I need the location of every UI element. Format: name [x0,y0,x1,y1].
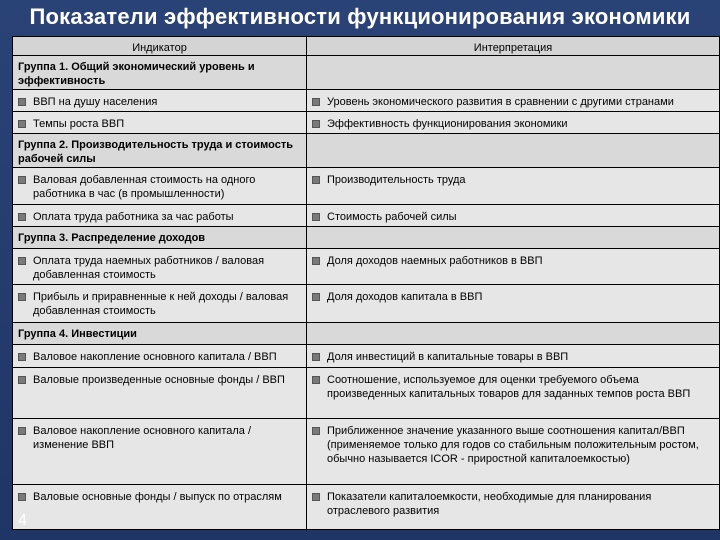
table-row [13,419,719,485]
interpretation-text: Приближенное значение указанного выше соотношения капитал/ВВП (применяемое только для годов со стабильным положительным ростом, обычно называется ICOR - приростной капиталоемкостью) [327,425,699,465]
slide-title: Показатели эффективности функционирования экономики [29,4,691,29]
bullet-icon [312,493,320,501]
bullet-icon [312,376,320,384]
indicator-text: Оплата труда работника за час работы [33,211,234,223]
interpretation-text: Доля инвестиций в капитальные товары в ВВП [327,351,569,363]
bullet-icon [18,120,26,128]
table-row [13,205,719,227]
group-label: Группа 1. Общий экономический уровень и эффективность [13,56,307,89]
table-row [13,249,719,285]
table-row [13,485,719,529]
table-row-group [13,56,719,90]
indicator-text: Темпы роста ВВП [33,118,125,130]
bullet-icon [312,98,320,106]
bullet-icon [312,427,320,435]
indicator-text: Валовая добавленная стоимость на одного работника в час (в промышленности) [33,174,256,200]
table-row [13,345,719,368]
bullet-icon [18,353,26,361]
group-label: Группа 2. Производительность труда и стоимость рабочей силы [13,134,307,167]
bullet-icon [18,427,26,435]
page-number: 4 [18,512,27,529]
bullet-icon [312,353,320,361]
bullet-icon [312,213,320,221]
interpretation-text: Стоимость рабочей силы [327,211,457,223]
table-row [13,168,719,205]
bullet-icon [18,98,26,106]
bullet-icon [312,293,320,301]
table-header-row [13,37,719,56]
bullet-icon [18,257,26,265]
indicator-text: Прибыль и приравненные к ней доходы / валовая добавленная стоимость [33,291,289,317]
interpretation-text: Уровень экономического развития в сравнении с другими странами [327,96,674,108]
table-row [13,90,719,112]
table-row-group [13,134,719,168]
bullet-icon [18,293,26,301]
interpretation-text: Эффективность функционирования экономики [327,118,568,130]
indicator-text: Валовое накопление основного капитала / изменение ВВП [33,425,252,451]
table-row-group [13,227,719,249]
table-row-group [13,323,719,345]
bullet-icon [18,376,26,384]
bullet-icon [312,176,320,184]
group-label: Группа 3. Распределение доходов [13,227,307,248]
bullet-icon [312,120,320,128]
header-indicator: Индикатор [13,37,307,55]
interpretation-text: Доля доходов капитала в ВВП [327,291,483,303]
table-row [13,112,719,134]
bullet-icon [312,257,320,265]
table-row [13,285,719,323]
header-interpretation: Интерпретация [473,42,553,54]
interpretation-text: Производительность труда [327,174,466,186]
interpretation-text: Показатели капиталоемкости, необходимые для планирования отраслевого развития [327,491,652,517]
interpretation-text: Соотношение, используемое для оценки требуемого объема произведенных капитальных товаров для заданных темпов роста ВВП [327,374,691,400]
indicator-text: Валовые произведенные основные фонды / ВВП [33,374,285,386]
indicators-table [12,36,720,530]
interpretation-text: Доля доходов наемных работников в ВВП [327,255,543,267]
indicator-text: Валовое накопление основного капитала / ВВП [33,351,277,363]
indicator-text: Валовые основные фонды / выпуск по отраслям [33,491,282,503]
bullet-icon [18,493,26,501]
group-label: Группа 4. Инвестиции [13,323,307,344]
bullet-icon [18,176,26,184]
indicator-text: Оплата труда наемных работников / валовая добавленная стоимость [33,255,265,281]
indicator-text: ВВП на душу населения [33,96,158,108]
bullet-icon [18,213,26,221]
table-row [13,368,719,419]
